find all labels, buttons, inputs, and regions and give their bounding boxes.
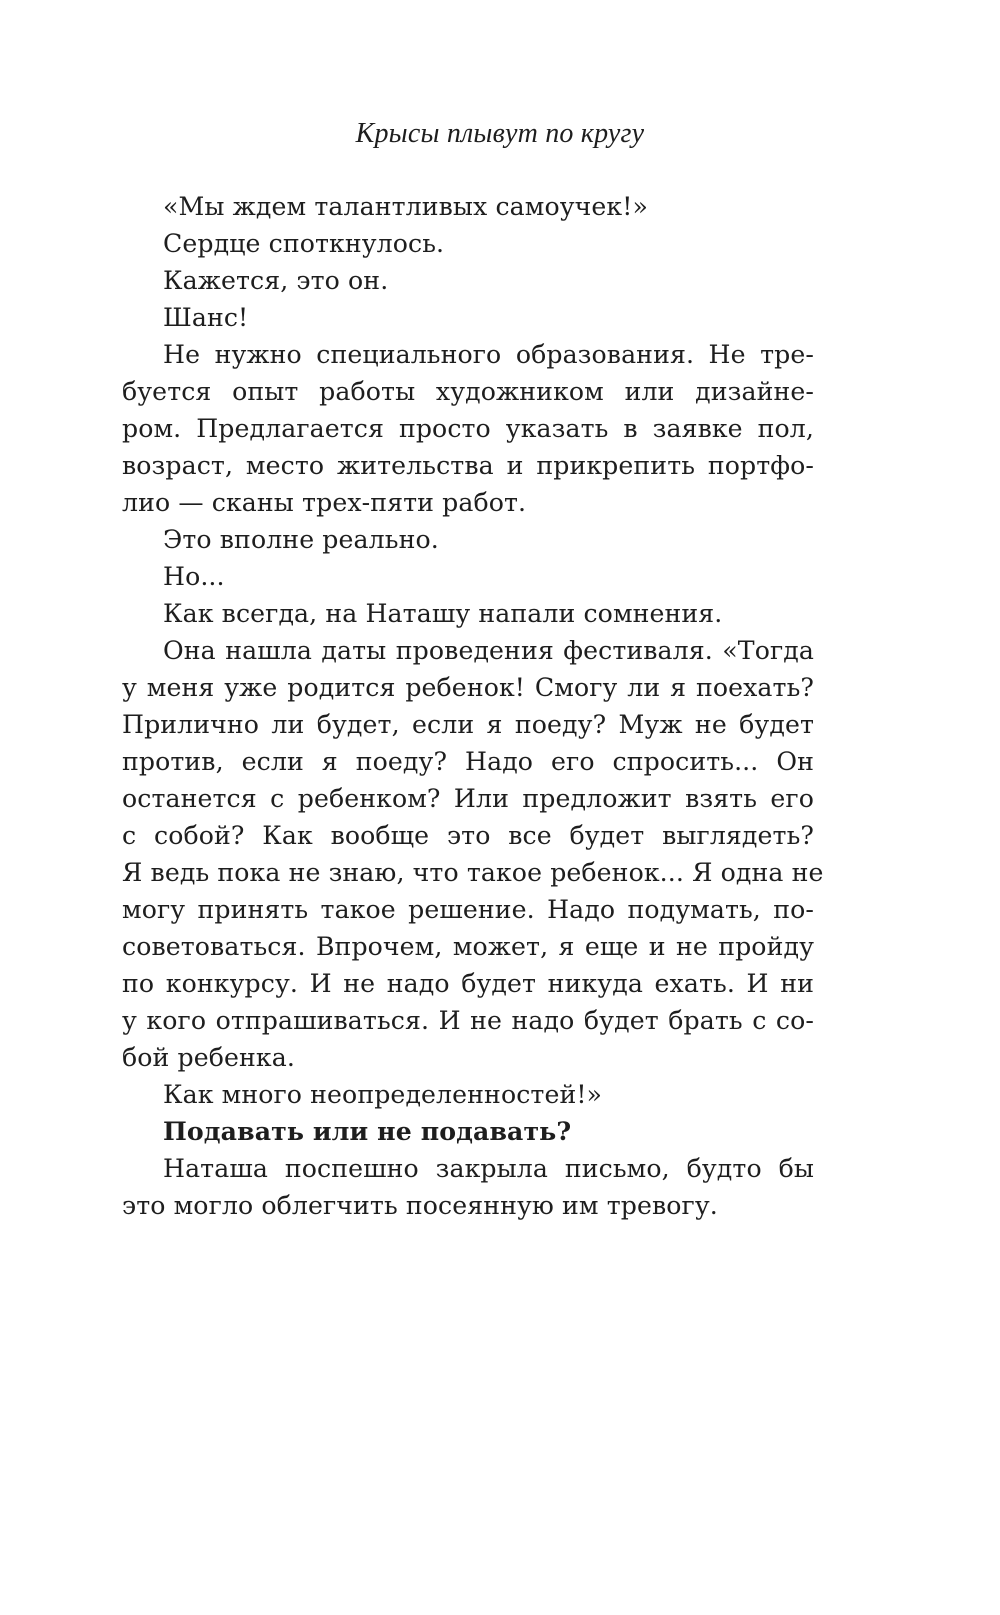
text-line: по конкурсу. И не надо будет никуда ехать. И ни xyxy=(122,969,814,998)
text-line: возраст, место жительства и прикрепить портфо- xyxy=(122,451,814,480)
text-line: это могло облегчить посеянную им тревогу. xyxy=(122,1191,718,1220)
page-body xyxy=(122,188,824,1224)
text-line: Сердце споткнулось. xyxy=(163,229,445,258)
text-line: «Мы ждем талантливых самоучек!» xyxy=(163,192,648,221)
text-line: ром. Предлагается просто указать в заявке пол, xyxy=(122,414,814,443)
text-line: у кого отпрашиваться. И не надо будет брать с со- xyxy=(122,1006,814,1035)
text-line: могу принять такое решение. Надо подумать, по- xyxy=(122,895,814,924)
text-line: лио — сканы трех-пяти работ. xyxy=(122,488,527,517)
text-line: с собой? Как вообще это все будет выглядеть? xyxy=(122,821,814,850)
text-line: Она нашла даты проведения фестиваля. «Тогда xyxy=(163,636,814,665)
text-line: бой ребенка. xyxy=(122,1043,295,1072)
text-line: Шанс! xyxy=(163,303,249,332)
text-line: Кажется, это он. xyxy=(163,266,389,295)
bold-question-line: Подавать или не подавать? xyxy=(163,1116,572,1146)
text-line: Не нужно специального образования. Не тре- xyxy=(163,340,814,369)
text-line: Это вполне реально. xyxy=(163,525,439,554)
text-line: Я ведь пока не знаю, что такое ребенок... Я одна не xyxy=(122,858,824,887)
text-line: буется опыт работы художником или дизайне- xyxy=(122,377,814,406)
text-line: Наташа поспешно закрыла письмо, будто бы xyxy=(163,1154,814,1183)
text-line: Прилично ли будет, если я поеду? Муж не будет xyxy=(122,710,814,739)
text-line: советоваться. Впрочем, может, я еще и не пройду xyxy=(122,932,814,961)
running-head: Крысы плывут по кругу xyxy=(355,118,645,149)
text-line: Но... xyxy=(163,562,225,591)
text-line: Как всегда, на Наташу напали сомнения. xyxy=(163,599,723,628)
text-line: останется с ребенком? Или предложит взять его xyxy=(122,784,814,813)
text-line: у меня уже родится ребенок! Смогу ли я поехать? xyxy=(122,673,814,702)
text-line: против, если я поеду? Надо его спросить... Он xyxy=(122,747,814,776)
text-line: Как много неопределенностей!» xyxy=(163,1080,603,1109)
